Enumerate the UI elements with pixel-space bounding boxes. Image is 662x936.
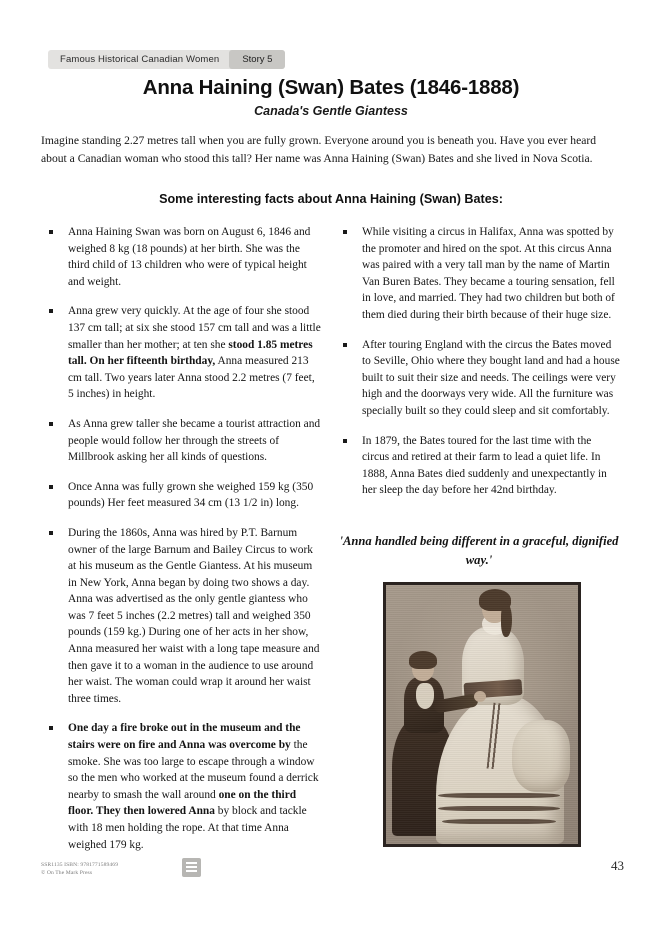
fact-text: Anna measured 213 cm tall. Two years later Anna stood 2.2 metres (7 feet, 5 inches) in height. [68, 355, 315, 401]
fact-item [44, 525, 322, 708]
story-label: Story 5 [229, 50, 285, 69]
short-woman-hand [474, 691, 486, 702]
series-label: Famous Historical Canadian Women [60, 54, 220, 65]
photo-background [386, 585, 578, 844]
historical-photo [383, 582, 581, 847]
fact-item [44, 303, 322, 403]
fact-list-left [44, 224, 322, 853]
tall-woman-trim-3 [442, 819, 556, 824]
page-number: 43 [611, 858, 624, 873]
footer-credits [41, 861, 118, 877]
fact-text-bold: one on the third floor. They then lowered Anna [68, 788, 297, 818]
fact-item [338, 224, 620, 324]
fact-list-right [338, 224, 620, 499]
fact-text: During the 1860s, Anna was hired by P.T. Barnum owner of the large Barnum and Bailey Circus to work at his museum as the Gentle Giantess. At his museum in New York, Anna began by doing two shows a day. Anna was advertised as the only gentle giantess who was 7 feet 5 inches (2.2 metres) tall and weighed 350 pounds (159 kg.) During one of her acts in her show, Anna measured her waist with a long tape measure and then gave it to a woman in the audience to use around her waist. The woman could wrap it around her waist three times. [68, 526, 320, 705]
fact-item [44, 416, 322, 466]
intro-paragraph: Imagine standing 2.27 metres tall when you are fully grown. Everyone around you is beneath you. Have you ever heard about a Canadian woman who stood this tall? Her name was Anna Haining (Swan) Bates and she lived in Nova Scotia. [41, 134, 597, 165]
fact-text: by block and tackle with 18 men holding the rope. At that time Anna weighed 179 kg. [68, 805, 307, 851]
fact-item [44, 479, 322, 512]
pull-quote: 'Anna handled being different in a graceful, dignified way.' [339, 534, 619, 567]
left-column [44, 224, 322, 866]
tall-woman-hair-braid [501, 603, 512, 637]
section-heading: Some interesting facts about Anna Haining (Swan) Bates: [159, 192, 503, 206]
footer-isbn: SSR1135 ISBN: 9781771589469 [41, 862, 119, 868]
tall-woman-trim-1 [438, 793, 560, 798]
tall-woman-trim-2 [438, 806, 560, 811]
page-title: Anna Haining (Swan) Bates (1846-1888) [142, 76, 520, 99]
fact-text: While visiting a circus in Halifax, Anna was spotted by the promoter and hired on the spot. At this circus Anna was paired with a very tall man by the name of Martin Van Buren Bates. They became a touring sensation, fell in love, and married. They had two children but both of them died during their birth because of their huge size. [362, 226, 615, 321]
fact-item [338, 433, 620, 499]
fact-text-bold: One day a fire broke out in the museum and the stairs were on fire and Anna was overcome by [68, 722, 301, 752]
fact-text-bold: stood 1.85 metres tall. On her fifteenth birthday, [68, 338, 313, 368]
footer-publisher: © On The Mark Press [41, 870, 93, 876]
fact-text: In 1879, the Bates toured for the last time with the circus and retired at their farm to lead a quiet life. In 1888, Anna Bates died suddenly and unexpectantly in her sleep the day before her 42nd birthday. [362, 434, 607, 497]
page-subtitle: Canada's Gentle Giantess [254, 104, 408, 118]
header-tab-strip [48, 50, 285, 69]
fact-text: Anna Haining Swan was born on August 6, 1846 and weighed 8 kg (18 pounds) at her birth. She was the third child of 13 children who were of typical height and weight. [68, 226, 311, 288]
fact-item [44, 224, 322, 290]
short-woman-hair [409, 651, 437, 669]
tall-woman-drape [512, 720, 570, 792]
fact-text: the smoke. She was too large to escape through a window so the men who worked at the museum found a derrick nearby to smash the wall around [68, 739, 319, 801]
fact-text: As Anna grew taller she became a tourist attraction and people would follow her through the streets of Millbrook asking her all kinds of questions. [68, 417, 321, 464]
fact-text: After touring England with the circus the Bates moved to Seville, Ohio where they bought land and had a house built to suit their size and needs. The ceilings were very high and the doorways very wide. All the furniture was specially built so they could sleep and sit comfortably. [362, 338, 620, 417]
fact-item [44, 720, 322, 853]
fact-text: Anna grew very quickly. At the age of four she stood 137 cm tall; at six she stood 157 cm tall and was a little smaller than her mother; at ten she [68, 305, 321, 351]
fact-item [338, 337, 620, 420]
short-woman-collar [416, 683, 434, 709]
right-column [338, 224, 620, 512]
document-icon [182, 858, 201, 877]
fact-text: Once Anna was fully grown she weighed 159 kg (350 pounds) Her feet measured 34 cm (13 1/2 in) long. [68, 480, 314, 510]
